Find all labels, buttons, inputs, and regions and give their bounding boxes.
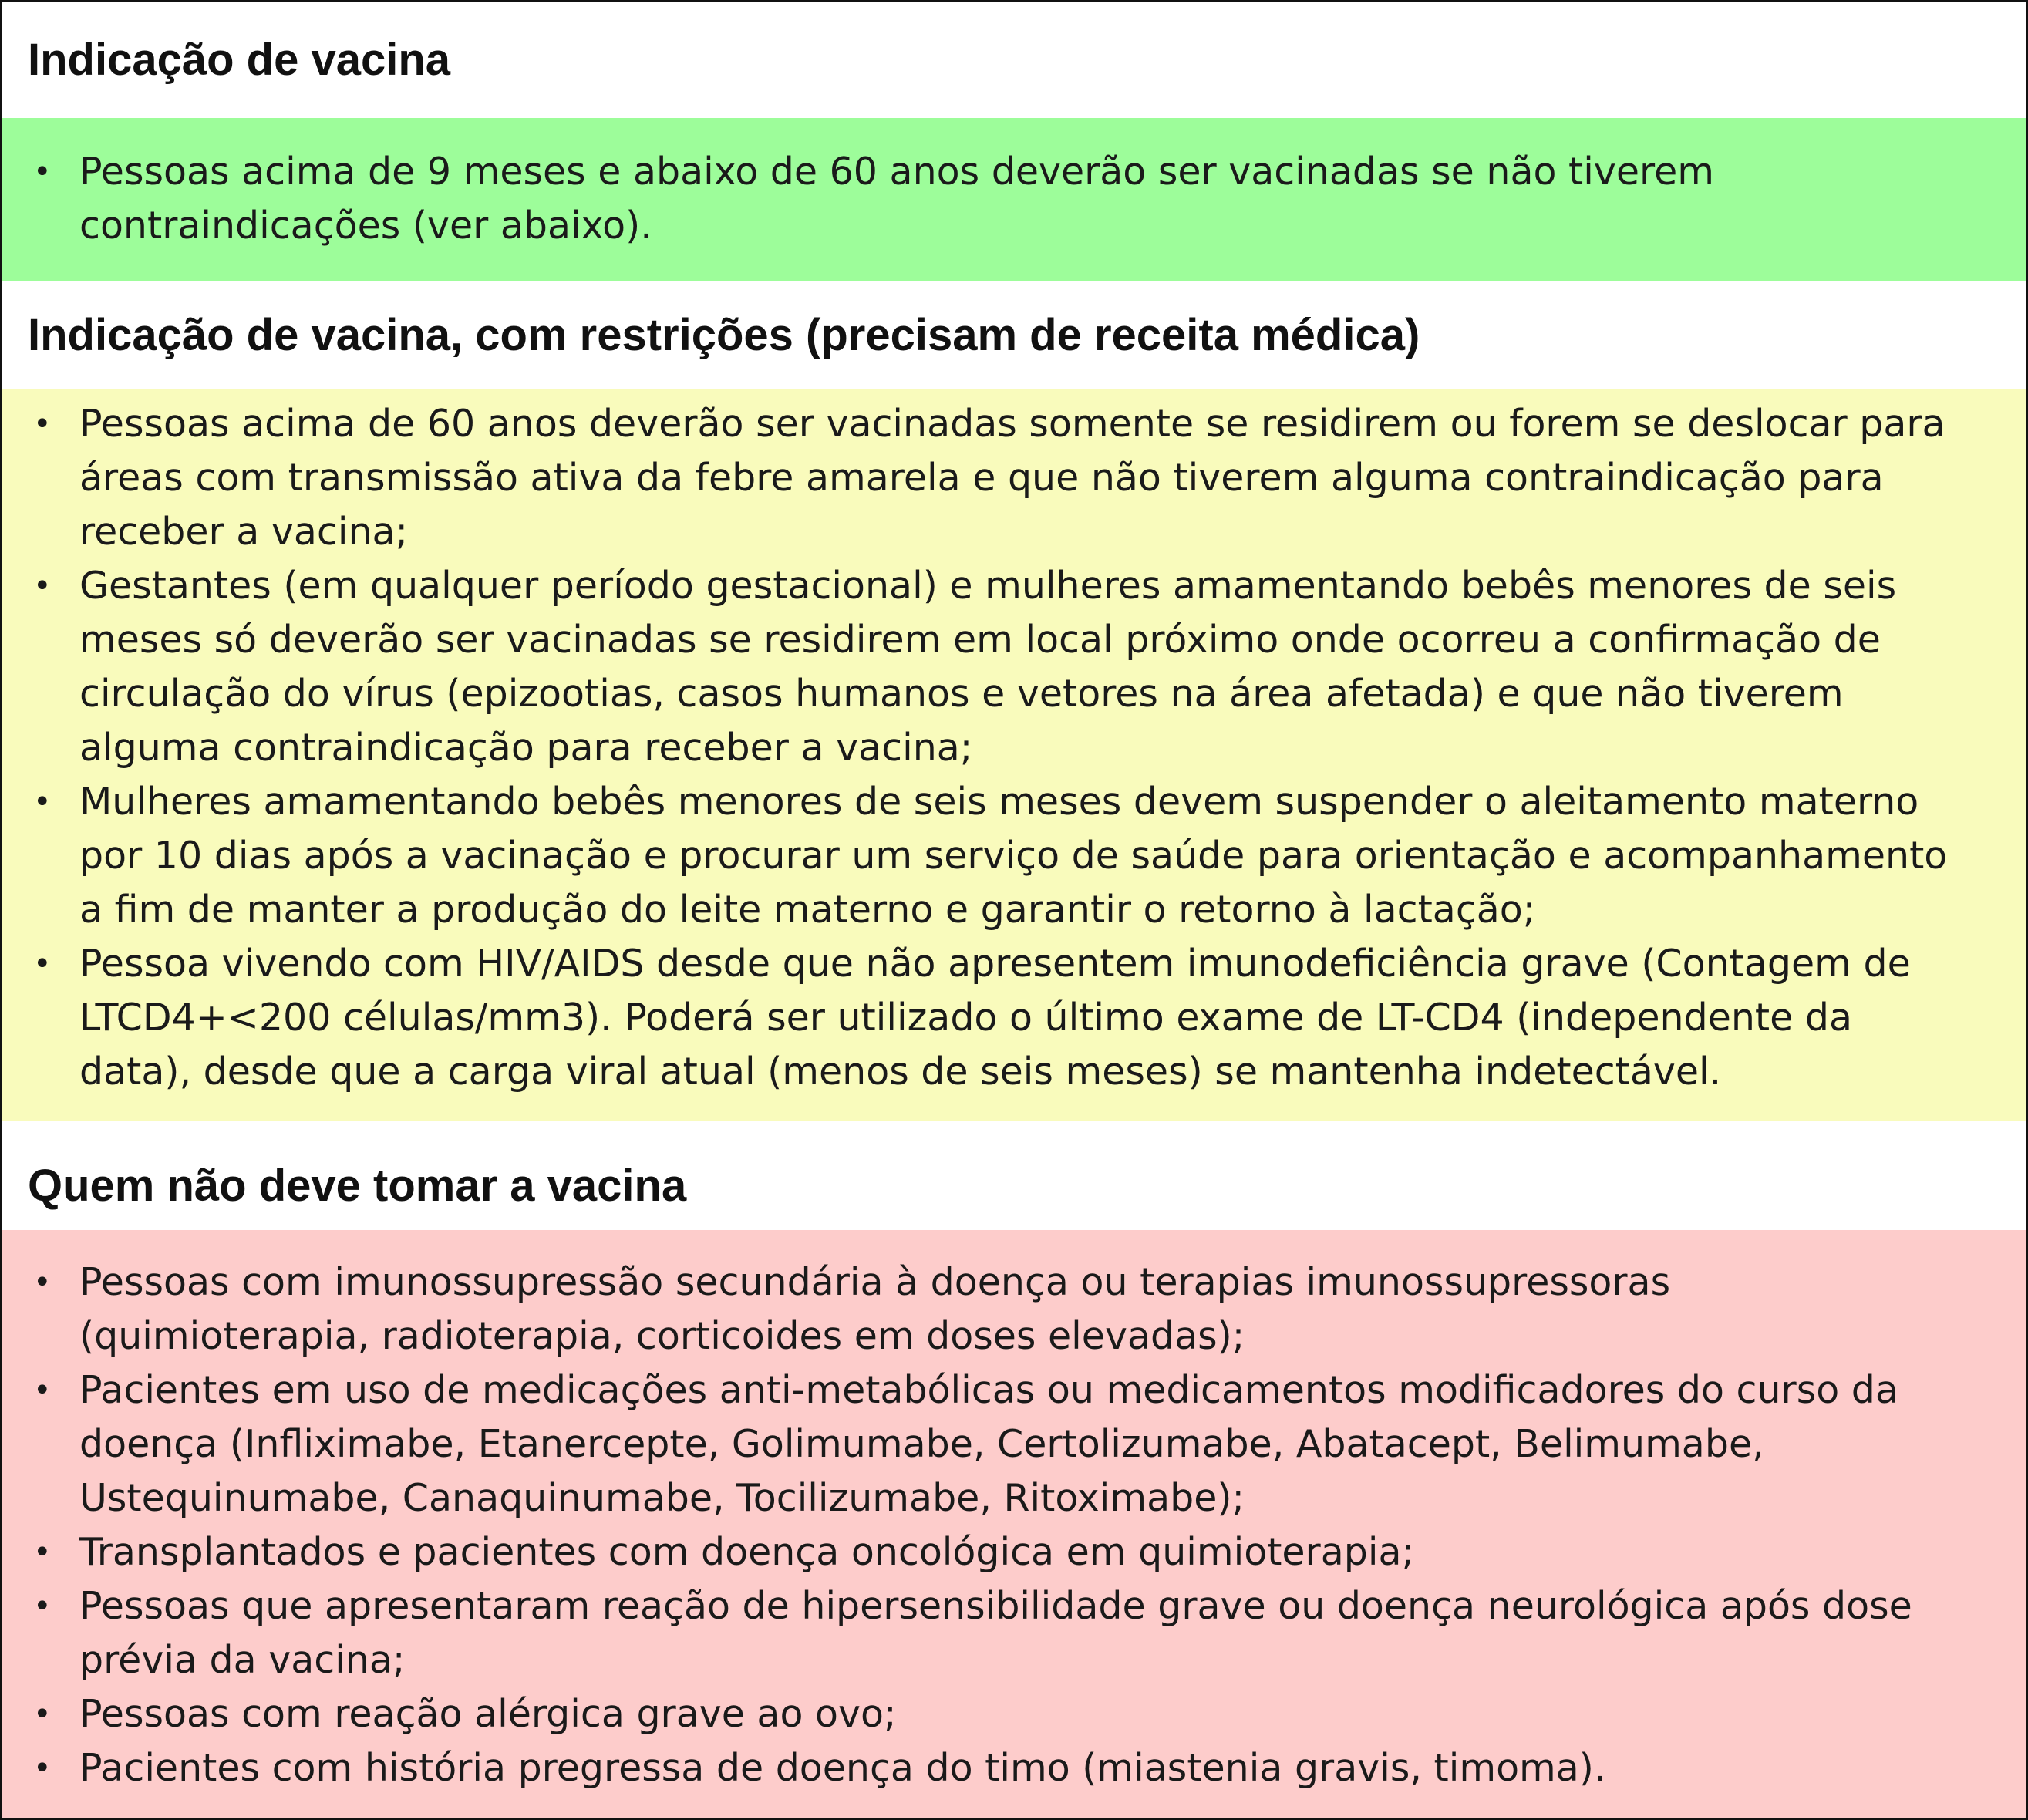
list-item [2, 937, 1995, 1099]
list-item [2, 1363, 1995, 1525]
list-item-text: Pacientes em uso de medicações anti-metabólicas ou medicamentos modificadores do curso da doença (Infliximabe, Etanercepte, Golimumabe, Certolizumabe, Abatacept, Belimumabe, Ustequinumabe, Canaquinumabe, Tocilizumabe, Ritoximabe); [79, 1368, 1898, 1520]
bullet-icon: • [33, 1589, 52, 1624]
bullet-icon: • [33, 946, 52, 982]
bullet-icon: • [33, 1373, 52, 1408]
list-item-text: Pessoas acima de 60 anos deverão ser vacinadas somente se residirem ou forem se deslocar para áreas com transmissão ativa da febre amarela e que não tiverem alguma contraindicação para receber a vacina; [79, 402, 1945, 554]
section-title-contraindication: Quem não deve tomar a vacina [28, 1161, 687, 1212]
list-item-text: Pessoas com reação alérgica grave ao ovo; [79, 1692, 897, 1736]
section-header-restricted [2, 281, 2026, 389]
list-item [2, 775, 1995, 937]
list-item [2, 397, 1995, 559]
list-item [2, 145, 1995, 253]
list-item-text: Pessoas com imunossupressão secundária à doença ou terapias imunossupressoras (quimioterapia, radioterapia, corticoides em doses elevadas); [79, 1260, 1671, 1358]
bullet-icon: • [33, 1265, 52, 1300]
list-item [2, 1687, 1995, 1741]
bullet-icon: • [33, 784, 52, 820]
list-item-text: Pacientes com história pregressa de doença do timo (miastenia gravis, timoma). [79, 1746, 1606, 1790]
section-body-indication [2, 118, 2026, 281]
contraindication-list [2, 1255, 1995, 1795]
list-item [2, 1579, 1995, 1687]
list-item-text: Pessoas acima de 9 meses e abaixo de 60 anos deverão ser vacinadas se não tiverem contraindicações (ver abaixo). [79, 150, 1714, 248]
list-item-text: Pessoa vivendo com HIV/AIDS desde que não apresentem imunodeficiência grave (Contagem de LTCD4+<200 células/mm3). Poderá ser utilizado o último exame de LT-CD4 (independente da data), desde que a carga viral atual (menos de seis meses) se mantenha indetectável. [79, 942, 1911, 1094]
list-item [2, 559, 1995, 775]
section-header-indication [2, 2, 2026, 118]
list-item-text: Pessoas que apresentaram reação de hipersensibilidade grave ou doença neurológica após dose prévia da vacina; [79, 1584, 1912, 1682]
restricted-list [2, 397, 1995, 1099]
list-item-text: Gestantes (em qualquer período gestacional) e mulheres amamentando bebês menores de seis meses só deverão ser vacinadas se residirem em local próximo onde ocorreu a confirmação de circulação do vírus (epizootias, casos humanos e vetores na área afetada) e que não tiverem alguma contraindicação para receber a vacina; [79, 564, 1897, 770]
bullet-icon: • [33, 1535, 52, 1570]
section-body-contraindication [2, 1230, 2026, 1818]
indication-list [2, 145, 1995, 253]
list-item [2, 1525, 1995, 1579]
list-item-text: Mulheres amamentando bebês menores de seis meses devem suspender o aleitamento materno por 10 dias após a vacinação e procurar um serviço de saúde para orientação e acompanhamento a fim de manter a produção do leite materno e garantir o retorno à lactação; [79, 780, 1948, 932]
section-header-contraindication [2, 1121, 2026, 1230]
section-body-restricted [2, 389, 2026, 1121]
section-title-indication: Indicação de vacina [28, 35, 451, 86]
list-item [2, 1255, 1995, 1363]
bullet-icon: • [33, 1697, 52, 1732]
bullet-icon: • [33, 406, 52, 442]
section-title-restricted: Indicação de vacina, com restrições (precisam de receita médica) [28, 310, 1420, 361]
list-item [2, 1741, 1995, 1795]
bullet-icon: • [33, 568, 52, 604]
list-item-text: Transplantados e pacientes com doença oncológica em quimioterapia; [79, 1530, 1414, 1574]
bullet-icon: • [33, 1751, 52, 1786]
bullet-icon: • [33, 154, 52, 190]
